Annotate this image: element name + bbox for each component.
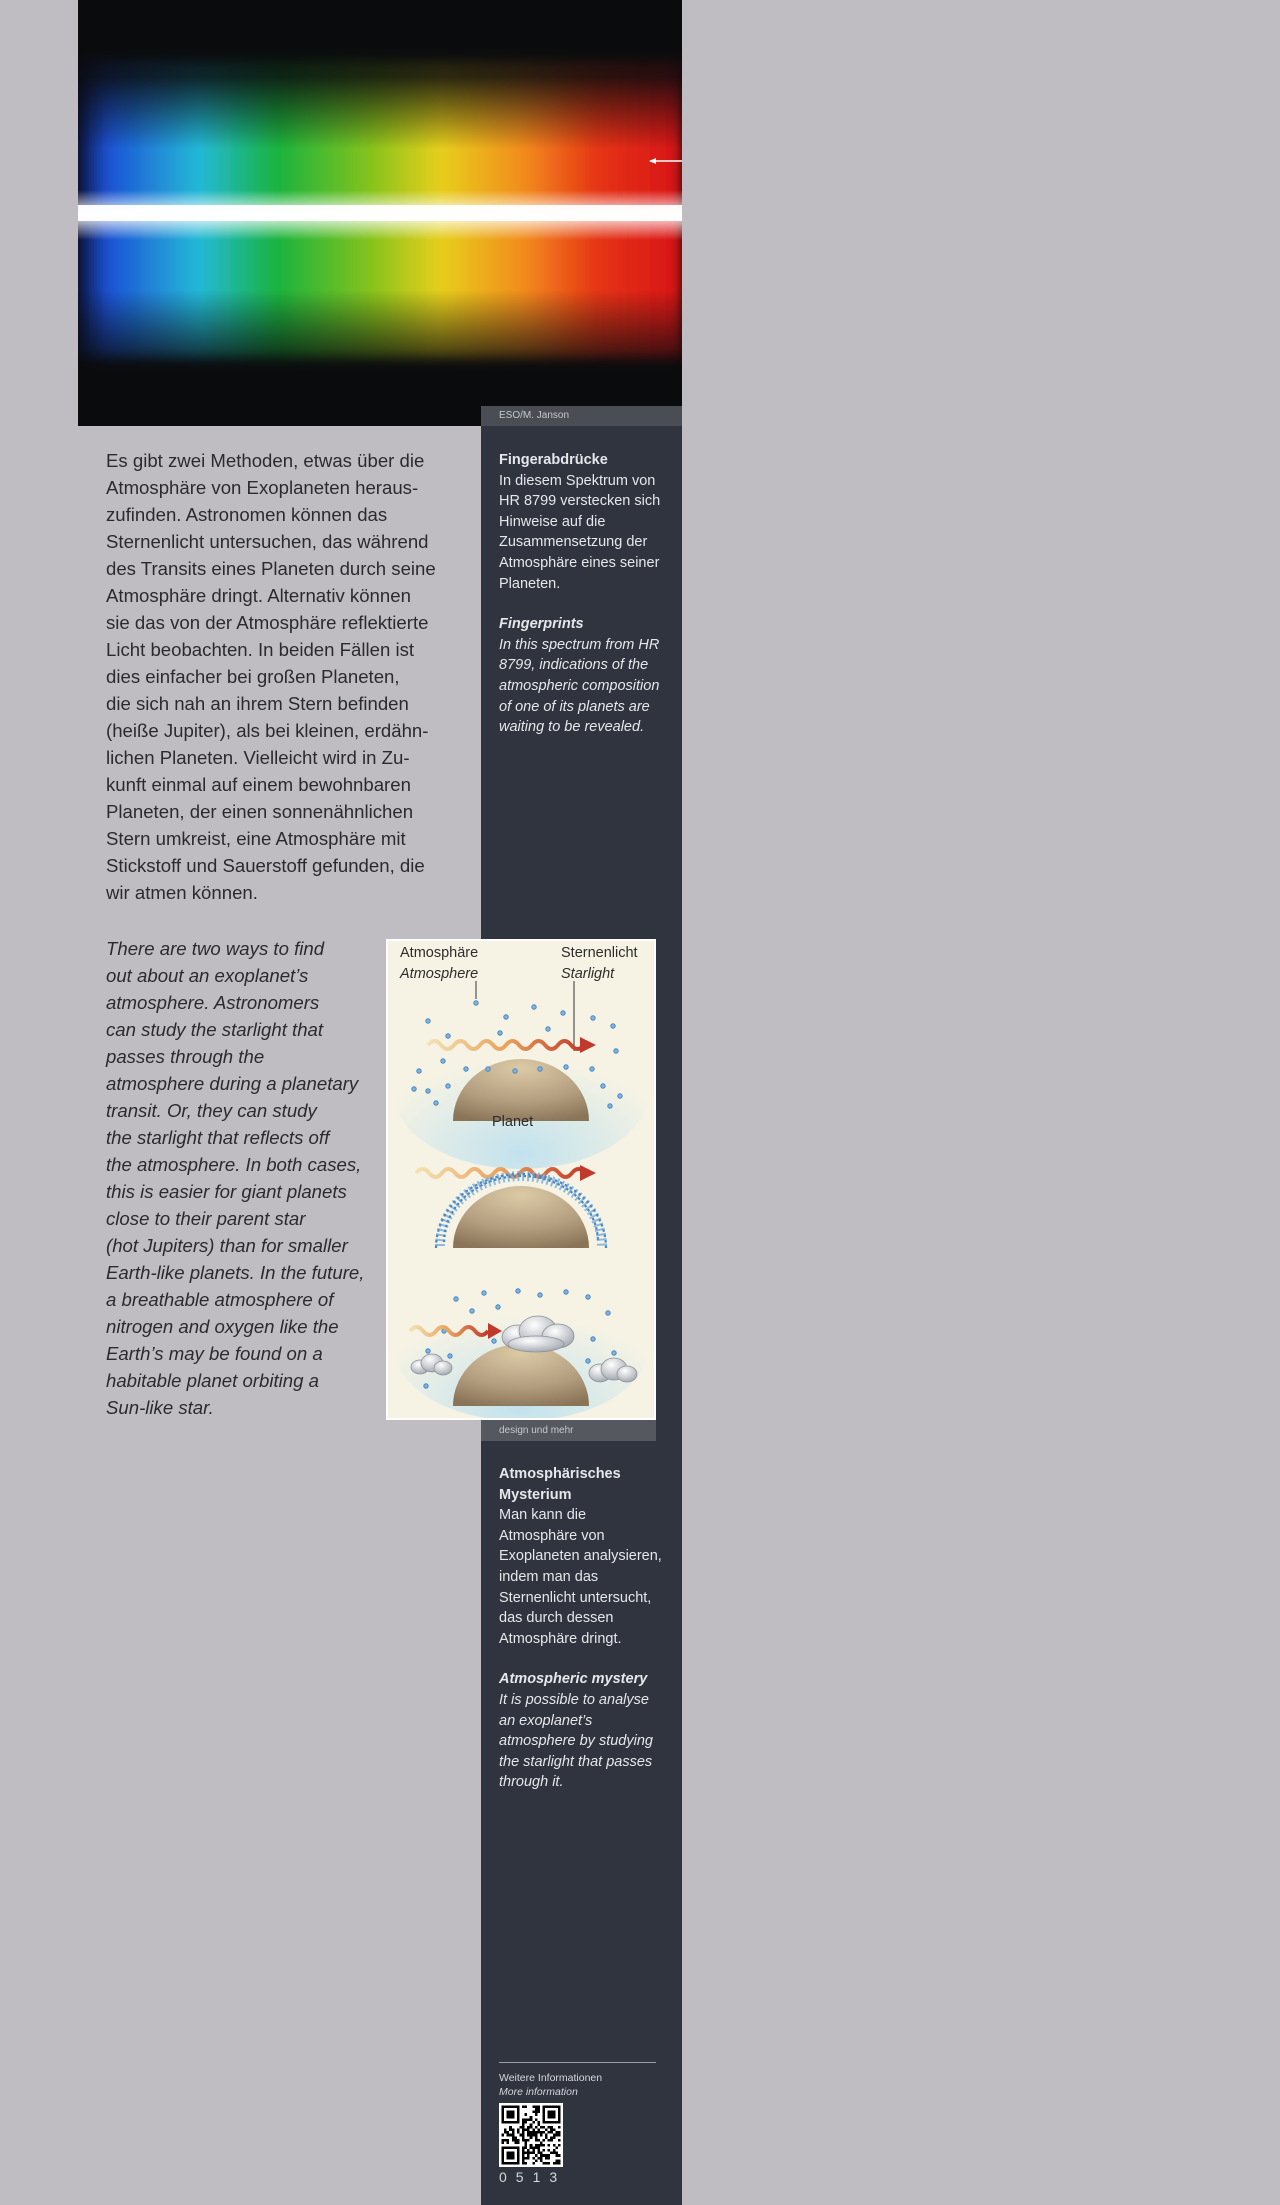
- caption-atmospheric-mystery: [499, 1464, 664, 1793]
- caption-fingerprints: [499, 450, 664, 738]
- atmosphere-diagram: [386, 939, 656, 1420]
- main-text-line-en: atmosphere. Astronomers: [106, 992, 320, 1013]
- main-text-line-en: (hot Jupiters) than for smaller: [106, 1235, 348, 1256]
- main-text-line-en: can study the starlight that: [106, 1019, 324, 1040]
- main-text-line-de: Atmosphäre von Exoplaneten heraus-: [106, 477, 419, 498]
- main-text-line-en: atmosphere during a planetary: [106, 1073, 359, 1094]
- main-text-line-de: Stern umkreist, eine Atmosphäre mit: [106, 828, 406, 849]
- main-text-line-en: Earth’s may be found on a: [106, 1343, 323, 1364]
- caption-body-en: In this spectrum from HR 8799, indications of the atmospheric composition of one of its planets are waiting to be revealed.: [499, 636, 660, 736]
- main-text-line-en: nitrogen and oxygen like the: [106, 1316, 339, 1337]
- main-text-line-de: Planeten, der einen sonnenähnlichen: [106, 801, 414, 822]
- caption-title-en: Fingerprints: [499, 616, 584, 633]
- main-text-line-de: Stickstoff und Sauerstoff gefunden, die: [106, 855, 425, 876]
- caption-body-de: Man kann die Atmosphäre von Exoplaneten analysieren, indem man das Sternenlicht untersucht, das durch dessen Atmosphäre dringt.: [499, 1507, 662, 1647]
- more-info-de: Weitere Informationen: [499, 2072, 603, 2084]
- main-text-line-de: Atmosphäre dringt. Alternativ können: [106, 585, 411, 606]
- main-text-line-de: zufinden. Astronomen können das: [106, 504, 388, 525]
- main-text-line-en: There are two ways to find: [106, 938, 325, 959]
- main-text-line-en: transit. Or, they can study: [106, 1100, 317, 1121]
- main-text-line-de: Es gibt zwei Methoden, etwas über die: [106, 450, 425, 471]
- main-text-line-en: Sun-like star.: [106, 1397, 214, 1418]
- main-text-german: [106, 447, 446, 906]
- main-text-line-en: Earth-like planets. In the future,: [106, 1262, 365, 1283]
- label-atmosphere-en: Atmosphere: [400, 966, 479, 982]
- main-text-line-de: kunft einmal auf einem bewohnbaren: [106, 774, 411, 795]
- caption-title-de: Atmosphärisches Mysterium: [499, 1466, 621, 1503]
- label-starlight-en: Starlight: [561, 966, 615, 982]
- label-starlight-de: Sternenlicht: [561, 945, 638, 961]
- main-text-line-en: habitable planet orbiting a: [106, 1370, 319, 1391]
- main-text-line-en: close to their parent star: [106, 1208, 306, 1229]
- diagram-credit: design und mehr: [481, 1420, 656, 1441]
- main-text-line-en: out about an exoplanet’s: [106, 965, 309, 986]
- caption-title-de: Fingerabdrücke: [499, 452, 608, 468]
- qr-code[interactable]: [499, 2103, 563, 2167]
- more-information: [499, 2062, 656, 2099]
- main-text-line-en: passes through the: [106, 1046, 265, 1067]
- main-text-line-de: dies einfacher bei großen Planeten,: [106, 666, 400, 687]
- main-text-line-de: (heiße Jupiter), als bei kleinen, erdähn-: [106, 720, 429, 741]
- label-planet: Planet: [492, 1114, 534, 1130]
- main-text-line-de: Sternenlicht untersuchen, das während: [106, 531, 429, 552]
- caption-body-de: In diesem Spektrum von HR 8799 verstecken sich Hinweise auf die Zusammensetzung der Atmosphäre eines seiner Planeten.: [499, 472, 661, 592]
- more-info-en: More information: [499, 2086, 578, 2098]
- exhibit-code: 0513: [499, 2169, 567, 2185]
- main-text-line-en: the starlight that reflects off: [106, 1127, 330, 1148]
- caption-title-en: Atmospheric mystery: [499, 1671, 648, 1688]
- main-text-line-en: the atmosphere. In both cases,: [106, 1154, 362, 1175]
- main-text-english: [106, 935, 374, 1421]
- main-text-line-de: die sich nah an ihrem Stern befinden: [106, 693, 409, 714]
- main-text-line-de: lichen Planeten. Vielleicht wird in Zu-: [106, 747, 410, 768]
- main-text-line-en: this is easier for giant planets: [106, 1181, 347, 1202]
- main-text-line-en: a breathable atmosphere of: [106, 1289, 334, 1310]
- label-atmosphere-de: Atmosphäre: [400, 945, 479, 961]
- main-text-line-de: des Transits eines Planeten durch seine: [106, 558, 436, 579]
- main-text-line-de: wir atmen können.: [106, 882, 258, 903]
- main-text-line-de: Licht beobachten. In beiden Fällen ist: [106, 639, 415, 660]
- main-text-line-de: sie das von der Atmosphäre reflektierte: [106, 612, 429, 633]
- spectrum-image: [78, 0, 682, 426]
- caption-body-en: It is possible to analyse an exoplanet’s atmosphere by studying the starlight that passes through it.: [499, 1691, 653, 1791]
- image-credit: ESO/M. Janson: [481, 406, 682, 426]
